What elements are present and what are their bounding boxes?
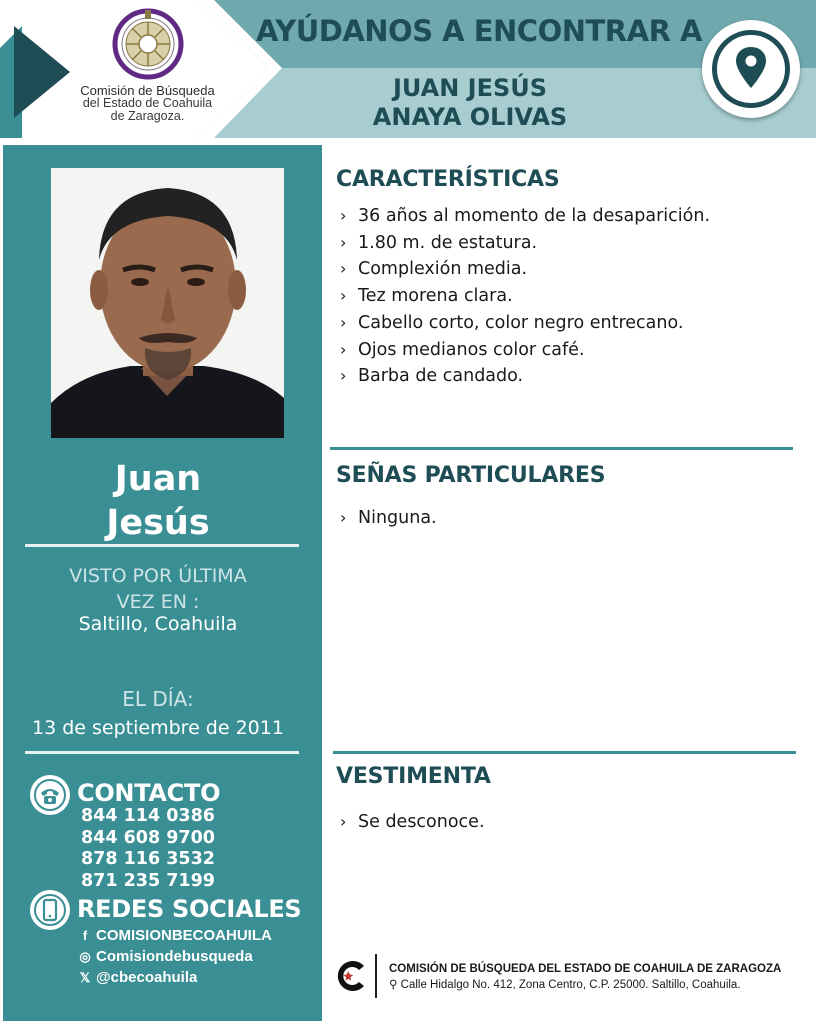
list-item xyxy=(340,310,710,337)
org-logo xyxy=(60,8,235,123)
list-item xyxy=(340,363,710,390)
phone-number[interactable]: 871 235 7199 xyxy=(81,870,215,891)
list-item-text: 36 años al momento de la desaparición. xyxy=(358,206,711,226)
full-name-line-2: ANAYA OLIVAS xyxy=(372,103,568,131)
footer-address xyxy=(389,977,741,991)
org-name-line-2: del Estado de Coahuila xyxy=(82,96,213,110)
list-item-text: Ninguna. xyxy=(358,508,437,528)
location-badge xyxy=(702,20,800,118)
social-account-instagram[interactable] xyxy=(77,946,272,967)
day-value: 13 de septiembre de 2011 xyxy=(32,717,284,739)
person-portrait xyxy=(51,168,284,438)
section-divider xyxy=(333,751,796,754)
org-name-line-1: Comisión de Búsqueda xyxy=(80,83,215,98)
characteristics-title: CARACTERÍSTICAS xyxy=(336,167,560,192)
org-footer-logo xyxy=(334,958,370,994)
social-title: REDES SOCIALES xyxy=(77,895,302,923)
chevron-right-icon: › xyxy=(340,812,347,831)
characteristics-list xyxy=(340,203,710,390)
first-name-line-1: Juan xyxy=(114,459,202,499)
social-handle: COMISIONBECOAHUILA xyxy=(96,927,272,944)
list-item-text: Cabello corto, color negro entrecano. xyxy=(358,312,684,333)
header xyxy=(0,0,816,145)
marks-title: SEÑAS PARTICULARES xyxy=(336,463,606,488)
list-item xyxy=(340,809,485,836)
facebook-icon: f xyxy=(82,928,88,943)
list-item xyxy=(340,256,710,283)
social-account-facebook[interactable] xyxy=(77,925,272,946)
list-item-text: Barba de candado. xyxy=(358,366,524,387)
marks-list xyxy=(340,505,437,532)
person-photo xyxy=(51,168,284,438)
social-handle: @cbecoahuila xyxy=(96,969,198,986)
last-seen-place: Saltillo, Coahuila xyxy=(78,613,238,635)
list-item-text: Complexión media. xyxy=(358,259,528,280)
phone-icon xyxy=(30,775,70,815)
last-seen-label-line-1: VISTO POR ÚLTIMA xyxy=(69,565,247,587)
list-item-text: 1.80 m. de estatura. xyxy=(358,232,538,253)
org-name xyxy=(60,84,235,123)
chevron-right-icon: › xyxy=(340,508,347,527)
x-icon: 𝕏 xyxy=(79,969,91,985)
footer-org-name: COMISIÓN DE BÚSQUEDA DEL ESTADO DE COAHUILA DE ZARAGOZA xyxy=(389,963,782,975)
first-name-line-2: Jesús xyxy=(106,503,210,543)
list-item-text: Ojos medianos color café. xyxy=(358,339,585,360)
contact-title: CONTACTO xyxy=(77,779,221,807)
social-list xyxy=(77,925,272,988)
last-seen-label xyxy=(3,563,313,615)
chevron-right-icon: › xyxy=(340,366,347,386)
last-seen-label-line-2: VEZ EN : xyxy=(116,591,200,613)
mobile-phone-icon xyxy=(30,890,70,930)
list-item-text: Tez morena clara. xyxy=(358,286,513,307)
social-account-x[interactable] xyxy=(77,967,272,988)
list-item xyxy=(340,337,710,364)
section-divider xyxy=(330,447,793,450)
full-name-line-1: JUAN JESÚS xyxy=(392,74,548,102)
clothing-title: VESTIMENTA xyxy=(336,764,491,789)
location-pin-icon xyxy=(702,20,800,118)
chevron-right-icon: › xyxy=(340,232,347,252)
banner-title: AYÚDANOS A ENCONTRAR A xyxy=(256,14,702,48)
list-item xyxy=(340,505,437,532)
org-name-line-3: de Zaragoza. xyxy=(110,109,185,123)
list-item xyxy=(340,230,710,257)
phone-number[interactable]: 844 608 9700 xyxy=(81,827,215,848)
chevron-right-icon: › xyxy=(340,206,347,225)
phone-number[interactable]: 844 114 0386 xyxy=(81,806,215,826)
chevron-right-icon: › xyxy=(340,286,347,306)
footer-divider xyxy=(375,954,377,998)
map-pin-icon: ⚲ xyxy=(389,979,398,991)
list-item-text: Se desconoce. xyxy=(358,812,485,832)
first-name xyxy=(3,457,313,545)
divider xyxy=(25,544,299,547)
chevron-right-icon: › xyxy=(340,312,347,332)
chevron-right-icon: › xyxy=(340,339,347,359)
instagram-icon: ◎ xyxy=(79,948,91,964)
list-item xyxy=(340,203,710,230)
day-label: EL DÍA: xyxy=(122,687,194,711)
list-item xyxy=(340,283,710,310)
phone-number[interactable]: 878 116 3532 xyxy=(81,849,215,869)
social-handle: Comisiondebusqueda xyxy=(96,948,253,965)
clothing-list xyxy=(340,809,485,836)
full-name xyxy=(300,74,640,132)
seal-icon xyxy=(112,8,184,80)
left-panel xyxy=(3,145,322,1021)
phone-list xyxy=(81,806,215,892)
divider xyxy=(25,751,299,754)
footer-address-text: Calle Hidalgo No. 412, Zona Centro, C.P. 25000. Saltillo, Coahuila. xyxy=(400,979,741,991)
chevron-right-icon: › xyxy=(340,259,347,279)
